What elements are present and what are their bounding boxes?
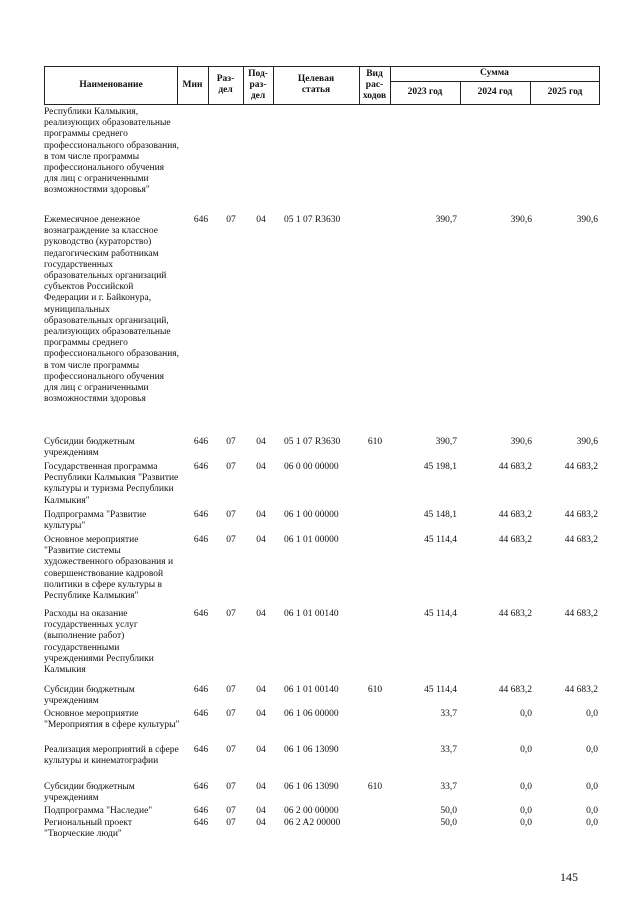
row-celevaya: 06 1 01 00140 [284,685,339,695]
row-razdel: 07 [226,215,236,225]
row-sum-2024: 44 683,2 [498,510,532,520]
row-podrazdel: 04 [256,462,266,472]
row-min: 646 [193,685,209,695]
row-celevaya: 06 0 00 00000 [284,462,339,472]
header-podrazdel: Под- раз- дел [248,69,268,101]
row-sum-2023: 45 114,4 [424,609,457,619]
row-sum-2024: 44 683,2 [498,685,532,695]
row-sum-2025: 0,0 [586,818,598,828]
row-min: 646 [193,535,209,545]
row-vid: 610 [367,437,383,447]
row-sum-2025: 0,0 [586,709,598,719]
row-podrazdel: 04 [256,709,266,719]
row-sum-2025: 0,0 [586,806,598,816]
row-celevaya: 06 1 01 00140 [284,609,339,619]
header-celevaya: Целевая статья [297,74,335,95]
header-vid: Вид рас- ходов [362,69,387,101]
row-razdel: 07 [226,709,236,719]
header-min: Мин [182,80,203,90]
row-sum-2023: 45 148,1 [423,510,457,520]
row-sum-2023: 45 198,1 [423,462,457,472]
row-min: 646 [193,818,209,828]
row-sum-2024: 390,6 [510,437,532,447]
row-min: 646 [193,462,209,472]
row-min: 646 [193,782,209,792]
row-razdel: 07 [226,818,236,828]
row-name: Республики Калмыкия, реализующих образовательные программы среднего профессионального образования, в том числе программы профессионального обучения для лиц с ограниченными возможностями здоровья" [44,107,180,196]
row-sum-2023: 45 114,4 [424,685,457,695]
row-min: 646 [193,745,209,755]
row-name: Ежемесячное денежное вознаграждение за классное руководство (кураторство) педагогическим работникам государственных образовательных организаций субъектов Российской Федерации и г. Байконура, муниципальных образовательных организаций, реализующих образовательные программы среднего профессионального образования, в том числе программы профессионального обучения для лиц с ограниченными возможностями здоровья [44,215,180,405]
row-sum-2025: 390,6 [576,437,598,447]
row-sum-2023: 50,0 [440,806,457,816]
header-summa: Сумма [480,68,509,78]
row-name: Региональный проект "Творческие люди" [44,818,133,840]
row-sum-2025: 44 683,2 [564,462,598,472]
row-podrazdel: 04 [256,437,266,447]
row-podrazdel: 04 [256,782,266,792]
row-min: 646 [193,806,209,816]
row-sum-2023: 50,0 [440,818,457,828]
row-name: Расходы на оказание государственных услуг (выполнение работ) государственными учреждениями Республики Калмыкия [44,609,154,676]
row-sum-2025: 44 683,2 [564,510,598,520]
row-celevaya: 06 1 06 13090 [284,782,339,792]
row-sum-2025: 44 683,2 [564,685,598,695]
row-sum-2025: 390,6 [576,215,598,225]
row-sum-2024: 0,0 [520,818,532,828]
header-2025: 2025 год [547,87,583,97]
row-celevaya: 06 1 06 00000 [284,709,339,719]
row-razdel: 07 [226,685,236,695]
row-sum-2024: 44 683,2 [498,462,532,472]
row-celevaya: 06 1 01 00000 [284,535,339,545]
row-sum-2023: 390,7 [435,437,457,447]
row-vid: 610 [367,685,383,695]
row-name: Государственная программа Республики Калмыкия "Развитие культуры и туризма Республики Калмыкия" [44,462,179,506]
row-name: Подпрограмма "Развитие культуры" [44,510,147,532]
row-celevaya: 06 2 00 00000 [284,806,339,816]
row-min: 646 [193,437,209,447]
row-podrazdel: 04 [256,510,266,520]
row-razdel: 07 [226,609,236,619]
row-podrazdel: 04 [256,535,266,545]
page-number: 145 [560,870,578,884]
row-sum-2025: 0,0 [586,745,598,755]
row-sum-2024: 0,0 [520,745,532,755]
row-sum-2024: 44 683,2 [498,535,532,545]
header-2023: 2023 год [407,87,443,97]
row-sum-2024: 0,0 [520,806,532,816]
row-name: Субсидии бюджетным учреждениям [44,685,135,707]
row-podrazdel: 04 [256,745,266,755]
row-razdel: 07 [226,462,236,472]
table-header [44,66,600,105]
row-sum-2025: 44 683,2 [564,609,598,619]
row-sum-2023: 33,7 [440,745,457,755]
row-celevaya: 06 2 A2 00000 [284,818,341,828]
row-celevaya: 05 1 07 R3630 [284,437,341,447]
row-name: Субсидии бюджетным учреждениям [44,782,135,804]
row-min: 646 [193,215,209,225]
row-min: 646 [193,510,209,520]
row-min: 646 [193,709,209,719]
row-sum-2023: 33,7 [440,782,457,792]
row-sum-2023: 390,7 [435,215,457,225]
row-name: Основное мероприятие "Развитие системы художественного образования и совершенствование кадровой политики в сфере культуры в Республике Калмыкия" [44,535,174,602]
row-name: Реализация мероприятий в сфере культуры и кинематографии [44,745,179,767]
row-sum-2025: 0,0 [586,782,598,792]
row-podrazdel: 04 [256,818,266,828]
header-razdel: Раз- дел [216,74,235,95]
header-2024: 2024 год [477,87,513,97]
row-razdel: 07 [226,437,236,447]
row-name: Подпрограмма "Наследие" [44,806,153,816]
row-sum-2023: 33,7 [440,709,457,719]
row-celevaya: 06 1 06 13090 [284,745,339,755]
row-min: 646 [193,609,209,619]
row-podrazdel: 04 [256,609,266,619]
row-name: Основное мероприятие "Мероприятия в сфере культуры" [44,709,180,731]
row-vid: 610 [367,782,383,792]
row-sum-2024: 0,0 [520,782,532,792]
row-sum-2024: 390,6 [510,215,532,225]
row-podrazdel: 04 [256,215,266,225]
row-razdel: 07 [226,745,236,755]
row-razdel: 07 [226,806,236,816]
row-celevaya: 06 1 00 00000 [284,510,339,520]
row-name: Субсидии бюджетным учреждениям [44,437,135,459]
row-razdel: 07 [226,535,236,545]
row-sum-2025: 44 683,2 [564,535,598,545]
row-celevaya: 05 1 07 R3630 [284,215,341,225]
row-sum-2024: 0,0 [520,709,532,719]
row-razdel: 07 [226,782,236,792]
header-divider [390,81,599,82]
row-podrazdel: 04 [256,685,266,695]
row-razdel: 07 [226,510,236,520]
row-podrazdel: 04 [256,806,266,816]
row-sum-2023: 45 114,4 [424,535,457,545]
row-sum-2024: 44 683,2 [498,609,532,619]
header-name: Наименование [79,80,143,90]
